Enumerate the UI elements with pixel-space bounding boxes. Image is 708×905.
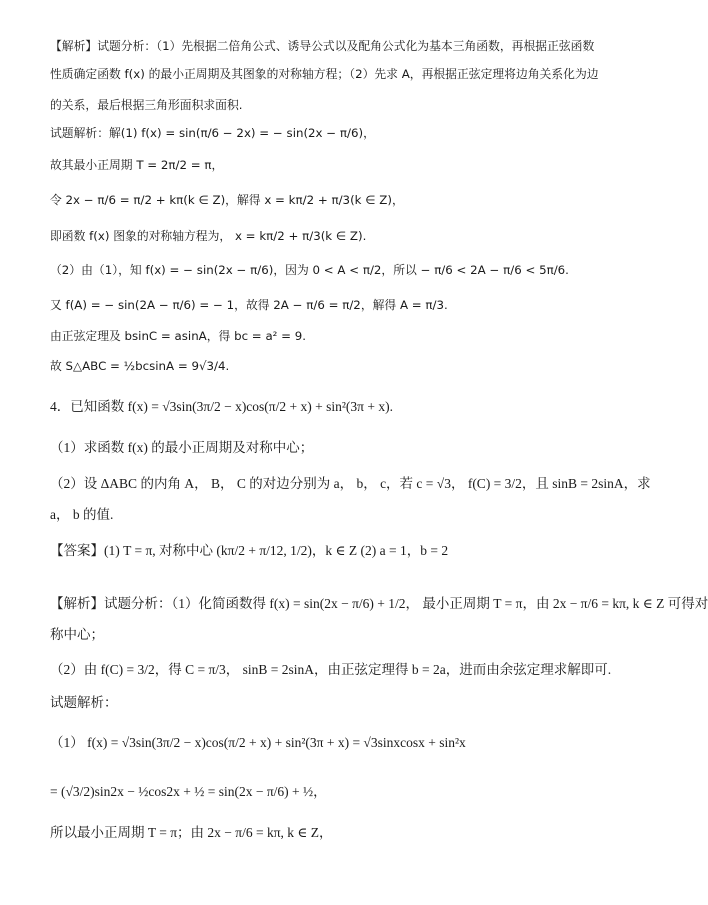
analysis-4-line-3: （2）由 f(C) = 3/2，得 C = π/3， sinB = 2sinA，由正弦定理得 b = 2a，进而由余弦定理求解即可. [50, 662, 612, 677]
analysis-4-line-1: 【解析】试题分析：（1）化简函数得 f(x) = sin(2x − π/6) + 1/2， 最小正周期 T = π，由 2x − π/6 = kπ, k ∈ Z 可得对 [50, 596, 708, 611]
problem-4-part-2-cont: a， b 的值. [50, 507, 114, 522]
solution-4-line-3: 所以最小正周期 T = π；由 2x − π/6 = kπ, k ∈ Z， [50, 825, 333, 840]
problem-4-part-2: （2）设 ΔABC 的内角 A， B， C 的对边分别为 a， b， c，若 c = √3， f(C) = 3/2，且 sinB = 2sinA，求 [50, 476, 651, 491]
problem-4-part-1: （1）求函数 f(x) 的最小正周期及对称中心； [50, 440, 314, 455]
solution-4-heading: 试题解析： [50, 695, 118, 710]
problem-4-statement: 4．已知函数 f(x) = √3sin(3π/2 − x)cos(π/2 + x) + sin²(3π + x). [50, 399, 393, 414]
solution-line-5: （2）由（1），知 f(x) = − sin(2x − π/6)，因为 0 < A < π/2，所以 − π/6 < 2A − π/6 < 5π/6. [50, 263, 569, 277]
solution-line-4: 即函数 f(x) 图象的对称轴方程为， x = kπ/2 + π/3(k ∈ Z). [50, 229, 367, 243]
solution-line-8: 故 S△ABC = ½bcsinA = 9√3/4. [50, 359, 230, 373]
answer-line: 【答案】(1) T = π, 对称中心 (kπ/2 + π/12, 1/2)，k ∈ Z (2) a = 1，b = 2 [50, 543, 449, 558]
solution-line-7: 由正弦定理及 bsinC = asinA，得 bc = a² = 9. [50, 329, 307, 343]
solution-line-2: 故其最小正周期 T = 2π/2 = π， [50, 158, 224, 172]
solution-line-3: 令 2x − π/6 = π/2 + kπ(k ∈ Z)，解得 x = kπ/2 + π/3(k ∈ Z)， [50, 193, 404, 207]
analysis-line-1: 【解析】试题分析：（1）先根据二倍角公式、诱导公式以及配角公式化为基本三角函数，再根据正弦函数 [50, 39, 595, 53]
solution-line-6: 又 f(A) = − sin(2A − π/6) = − 1，故得 2A − π/6 = π/2，解得 A = π/3. [50, 298, 448, 312]
solution-4-line-1: （1） f(x) = √3sin(3π/2 − x)cos(π/2 + x) + sin²(3π + x) = √3sinxcosx + sin²x [50, 735, 466, 750]
solution-line-1: 试题解析：解(1) f(x) = sin(π/6 − 2x) = − sin(2x − π/6)， [50, 126, 375, 140]
analysis-line-3: 的关系，最后根据三角形面积求面积. [50, 98, 243, 112]
analysis-line-2: 性质确定函数 f(x) 的最小正周期及其图象的对称轴方程；（2）先求 A，再根据正弦定理将边角关系化为边 [50, 67, 599, 81]
solution-4-line-2: = (√3/2)sin2x − ½cos2x + ½ = sin(2x − π/6) + ½， [50, 784, 327, 799]
analysis-4-line-2: 称中心； [50, 627, 104, 642]
